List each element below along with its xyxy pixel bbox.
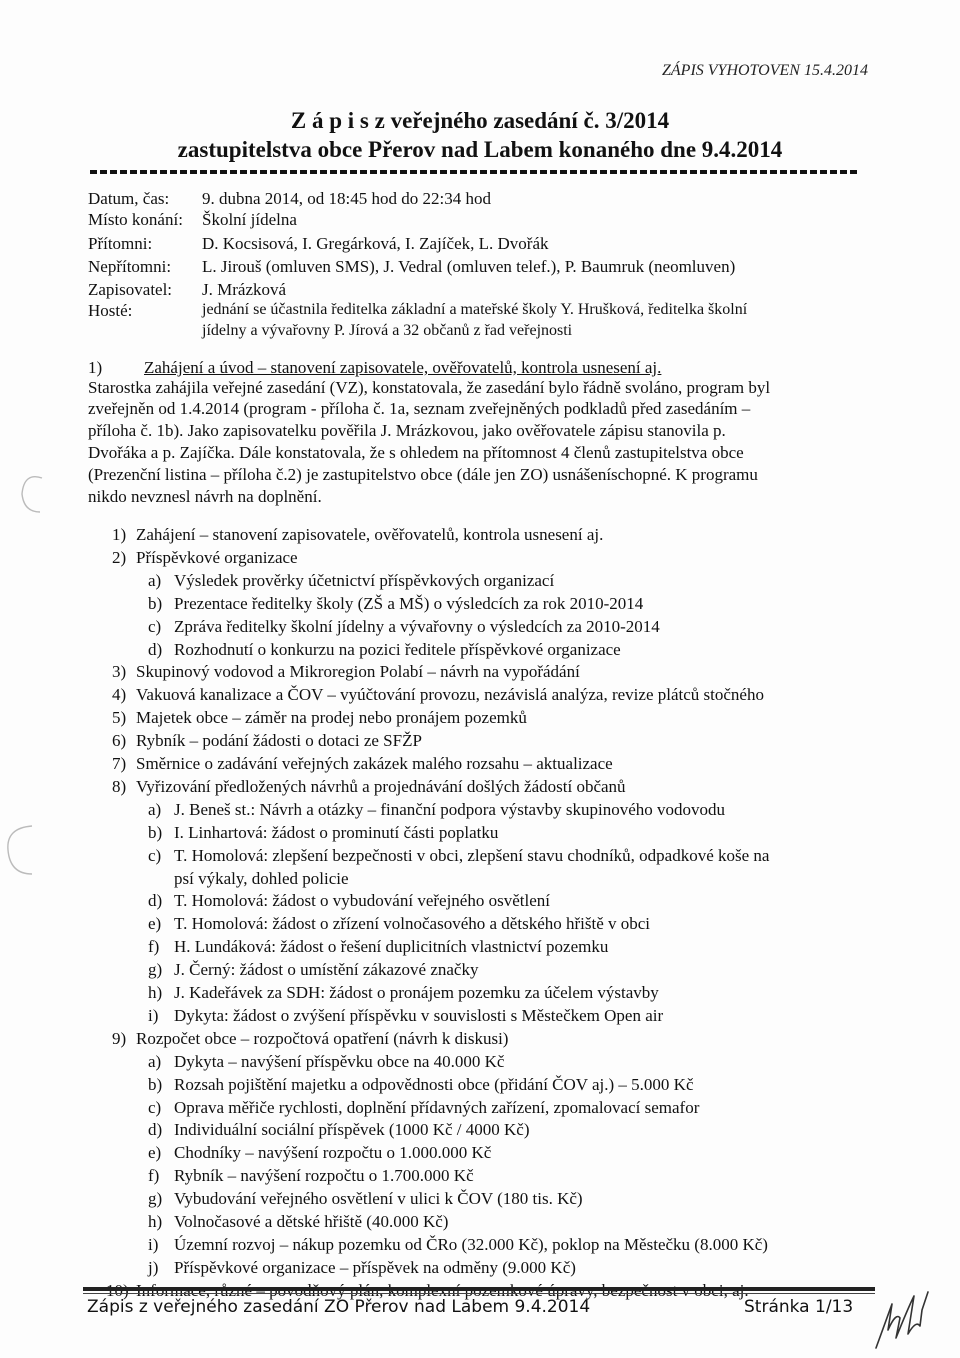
meta-label: Datum, čas: (88, 189, 170, 208)
program-subitem (148, 823, 928, 845)
meta-label: Místo konání: (88, 210, 183, 229)
item-text: J. Černý: žádost o umístění zákazové značky (174, 960, 479, 980)
item-text: J. Beneš st.: Návrh a otázky – finanční podpora výstavby skupinového vodovodu (174, 799, 725, 819)
program-item (112, 662, 892, 684)
item-number: f) (148, 937, 160, 957)
meta-value: jednání se účastnila ředitelka základní a mateřské školy Y. Hrušková, ředitelka školní (202, 301, 748, 318)
section-title: Zahájení a úvod – stanovení zapisovatele, ověřovatelů, kontrola usnesení aj. (144, 358, 662, 377)
body-line: zveřejněn od 1.4.2014 (program - příloha č. 1a, seznam zveřejněných podkladů před zasedáním – (88, 399, 751, 418)
item-number: 8) (112, 776, 127, 796)
footer-rule (83, 1287, 875, 1291)
item-text: Rybník – podání žádosti o dotaci ze SFŽP (136, 731, 422, 751)
item-text: Dykyta: žádost o zvýšení příspěvku v souvislosti s Městečkem Open air (174, 1005, 664, 1025)
program-item (112, 754, 892, 776)
program-subitem (148, 617, 928, 639)
body-line: nikdo nevznesl návrh na doplnění. (88, 487, 322, 506)
item-number: a) (148, 1051, 162, 1071)
item-number: h) (148, 1212, 163, 1231)
punch-hole-mark (14, 468, 48, 518)
program-item (112, 731, 892, 753)
item-number: e) (148, 914, 162, 934)
item-number: g) (148, 1189, 163, 1209)
item-text: Zahájení – stanovení zapisovatele, ověřovatelů, kontrola usnesení aj. (136, 525, 604, 544)
item-text: Příspěvkové organizace – příspěvek na odměny (9.000 Kč) (174, 1257, 576, 1277)
item-text: Rozsah pojištění majetku a odpovědnosti obce (přidání ČOV aj.) – 5.000 Kč (174, 1074, 694, 1094)
meta-value: Školní jídelna (202, 210, 297, 229)
program-subitem (148, 1052, 928, 1074)
program-item (112, 525, 892, 547)
item-text: Výsledek prověrky účetnictví příspěvkových organizací (174, 570, 555, 590)
item-text: J. Kadeřávek za SDH: žádost o pronájem pozemku za účelem výstavby (174, 983, 659, 1002)
meta-label: Hosté: (88, 301, 133, 320)
item-text: Vybudování veřejného osvětlení v ulici k ČOV (180 tis. Kč) (174, 1189, 583, 1209)
document-title: Z á p i s z veřejného zasedání č. 3/2014 (290, 108, 670, 133)
program-item (112, 1029, 892, 1051)
program-subitem (148, 1006, 928, 1028)
program-subitem (148, 983, 928, 1005)
program-subitem (148, 869, 928, 891)
punch-hole-mark (2, 820, 42, 880)
program-subitem (148, 1258, 928, 1280)
item-text: Zpráva ředitelky školní jídelny a vývařovny o výsledcích za 2010-2014 (174, 616, 660, 636)
item-number: b) (148, 822, 163, 842)
item-number: c) (148, 845, 162, 865)
item-number: f) (148, 1166, 160, 1186)
item-text: Prezentace ředitelky školy (ZŠ a MŠ) o výsledcích za rok 2010-2014 (174, 593, 644, 613)
program-subitem (148, 1212, 928, 1234)
item-number: i) (148, 1234, 159, 1254)
item-number: a) (148, 570, 162, 590)
item-text: Vakuová kanalizace a ČOV – vyúčtování provozu, nezávislá analýza, revize plátců stočného (136, 685, 764, 705)
section-number: 1) (88, 358, 103, 377)
item-text: Rozhodnutí o konkurzu na pozici ředitele příspěvkové organizace (174, 639, 621, 659)
item-text: Skupinový vodovod a Mikroregion Polabí – návrh na vypořádání (136, 662, 580, 682)
program-subitem (148, 937, 928, 959)
item-text: I. Linhartová: žádost o prominutí části poplatku (174, 822, 499, 842)
item-text: Dykyta – navýšení příspěvku obce na 40.000 Kč (174, 1051, 505, 1071)
handwritten-signature (870, 1290, 940, 1352)
item-text: Vyřizování předložených návrhů a projednávání došlých žádostí občanů (136, 776, 626, 796)
program-item (112, 708, 892, 730)
item-text: psí výkaly, dohled policie (174, 868, 349, 888)
meta-value: 9. dubna 2014, od 18:45 hod do 22:34 hod (202, 189, 491, 208)
item-text: Individuální sociální příspěvek (1000 Kč / 4000 Kč) (174, 1120, 530, 1140)
item-number: b) (148, 1074, 163, 1094)
page-number: Stránka 1/13 (744, 1297, 854, 1317)
program-item (112, 548, 892, 570)
program-item (112, 685, 892, 707)
program-subitem (148, 914, 928, 936)
item-number: c) (148, 616, 162, 636)
meta-value: L. Jirouš (omluven SMS), J. Vedral (omluven telef.), P. Baumruk (neomluven) (202, 257, 736, 276)
meta-label: Nepřítomni: (88, 257, 172, 276)
program-subitem (148, 1143, 928, 1165)
meta-label: Přítomni: (88, 234, 153, 253)
item-number: 2) (112, 547, 127, 567)
item-text: Volnočasové a dětské hřiště (40.000 Kč) (174, 1212, 449, 1231)
completion-stamp: ZÁPIS VYHOTOVEN 15.4.2014 (662, 62, 868, 79)
program-subitem (148, 891, 928, 913)
program-subitem (148, 1098, 928, 1120)
program-subitem (148, 594, 928, 616)
meta-value: J. Mrázková (202, 280, 287, 299)
item-number: j) (148, 1257, 159, 1277)
program-item (112, 777, 892, 799)
program-subitem (148, 571, 928, 593)
item-number: 4) (112, 685, 127, 705)
item-text: Majetek obce – záměr na prodej nebo pronájem pozemků (136, 708, 527, 728)
item-number: 9) (112, 1028, 127, 1048)
item-text: Rozpočet obce – rozpočtová opatření (návrh k diskusi) (136, 1028, 509, 1048)
item-number: h) (148, 983, 163, 1002)
document-subtitle: zastupitelstva obce Přerov nad Labem konaného dne 9.4.2014 (177, 137, 783, 162)
item-text: Příspěvkové organizace (136, 547, 298, 567)
item-number: 5) (112, 708, 127, 728)
program-subitem (148, 1166, 928, 1188)
program-subitem (148, 800, 928, 822)
item-text: T. Homolová: zlepšení bezpečnosti v obci, zlepšení stavu chodníků, odpadkové koše na (174, 845, 770, 865)
item-number: 1) (112, 525, 127, 544)
item-text: Oprava měřiče rychlosti, doplnění přídavných zařízení, zpomalovací semafor (174, 1097, 700, 1117)
item-number: d) (148, 891, 163, 911)
program-subitem (148, 960, 928, 982)
item-number: i) (148, 1005, 159, 1025)
footer-title: Zápis z veřejného zasedání ZO Přerov nad Labem 9.4.2014 (87, 1297, 591, 1317)
item-number: g) (148, 960, 163, 980)
meta-value: jídelny a vývařovny P. Jírová a 32 občanů z řad veřejnosti (202, 322, 573, 339)
body-line: Starostka zahájila veřejné zasedání (VZ), konstatovala, že zasedání bylo řádně svoláno, program byl (88, 378, 771, 397)
item-number: b) (148, 593, 163, 613)
program-subitem (148, 1189, 928, 1211)
item-text: Rybník – navýšení rozpočtu o 1.700.000 Kč (174, 1166, 474, 1186)
item-number: 7) (112, 754, 127, 773)
item-number: 6) (112, 731, 127, 751)
program-subitem (148, 640, 928, 662)
item-number: 3) (112, 662, 127, 682)
item-text: Územní rozvoj – nákup pozemku od ČRo (32.000 Kč), poklop na Městečku (8.000 Kč) (174, 1234, 768, 1254)
item-number: e) (148, 1143, 162, 1163)
body-line: (Prezenční listina – příloha č.2) je zastupitelstvo obce (dále jen ZO) usnášeníschopné. K programu (88, 465, 758, 484)
program-subitem (148, 1120, 928, 1142)
item-text: H. Lundáková: žádost o řešení duplicitních vlastnictví pozemku (174, 937, 609, 957)
program-subitem (148, 1235, 928, 1257)
program-subitem (148, 1075, 928, 1097)
footer-rule-thin (83, 1293, 875, 1294)
item-number: d) (148, 1120, 163, 1140)
item-number: a) (148, 799, 162, 819)
item-number: c) (148, 1097, 162, 1117)
meta-value: D. Kocsisová, I. Gregárková, I. Zajíček, L. Dvořák (202, 234, 549, 253)
body-line: příloha č. 1b). Jako zapisovatelku pověřila J. Mrázkovou, jako ověřovatele zápisu stanovila p. (88, 421, 726, 440)
body-line: Dvořáka a p. Zajíčka. Dále konstatovala, že s ohledem na přítomnost 4 členů zastupitelstva obce (88, 443, 744, 462)
program-subitem (148, 846, 928, 868)
item-text: T. Homolová: žádost o vybudování veřejného osvětlení (174, 891, 550, 911)
meta-label: Zapisovatel: (88, 280, 173, 299)
item-text: T. Homolová: žádost o zřízení volnočasového a dětského hřiště v obci (174, 914, 651, 934)
item-number: d) (148, 639, 163, 659)
item-text: Směrnice o zadávání veřejných zakázek malého rozsahu – aktualizace (136, 754, 613, 773)
item-text: Chodníky – navýšení rozpočtu o 1.000.000 Kč (174, 1143, 492, 1163)
